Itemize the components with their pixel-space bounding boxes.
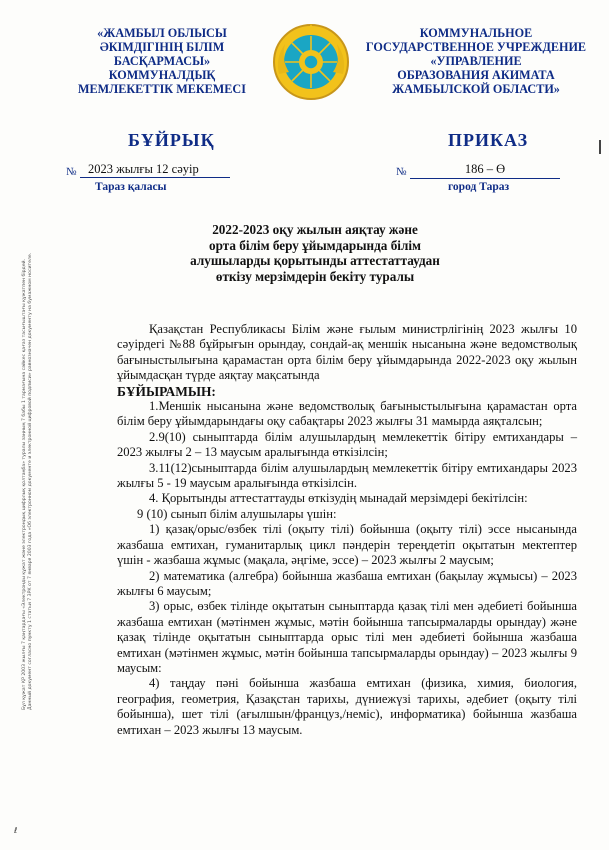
state-emblem-icon [271, 22, 351, 102]
header-right-line: ОБРАЗОВАНИЯ АКИМАТА [397, 68, 555, 82]
header-right-line: ГОСУДАРСТВЕННОЕ УЧРЕЖДЕНИЕ [365, 40, 587, 54]
corner-mark: ℓ [14, 826, 18, 835]
order-title-kz: БҰЙРЫҚ [128, 130, 215, 150]
subject-line: өткізу мерзімдерін бекіту туралы [215, 268, 415, 284]
header-left-line: МЕМЛЕКЕТТІК МЕКЕМЕСІ [78, 82, 246, 96]
city-kz: Тараз қаласы [95, 181, 167, 193]
margin-note-line: Бұл құжат ҚР 2003 жылғы 7 қаңтардағы «Электронды құжат және электрондық цифрлық қолтаңба» туралы заңның 7 бабы 1 тармағына сәйкес қағаз тасығыштағы құжатпен бірдей. [22, 259, 27, 710]
order-item: 1.Меншік нысанына және ведомстволық бағыныстылығына қарамастан орта білім беру ұйымдарындағы оқу сабақтары 2023 жылғы 31 мамырда аяқталсын; [117, 399, 577, 429]
header-left-line: ӘКІМДІГІНІҢ БІЛІМ [99, 40, 225, 54]
order-item: 4. Қорытынды аттестаттауды өткізудің мынадай мерзімдері бекітілсін: [149, 491, 528, 506]
header-org-ru [360, 26, 592, 96]
header-right-line: «УПРАВЛЕНИЕ [430, 54, 522, 68]
exam-subitem: 4) таңдау пәні бойынша жазбаша емтихан (физика, химия, биология, география, геометрия, Қазақстан тарихы, дүниежүзі тарихы, әдебиет (оқыту тілі бойынша), шет тілі (ағылшын/француз,/неміс), информатика) бойынша жазбаша емтихан – 2023 жылғы 13 маусым. [117, 676, 577, 737]
subject-line: алушыларды қорытынды аттестаттаудан [190, 253, 440, 268]
grade-line: 9 (10) сынып білім алушылары үшін: [137, 506, 337, 521]
order-item: 3.11(12)сыныптарда білім алушылардың мемлекеттік бітіру емтихандары 2023 жылғы 5 - 19 маусым аралығында өткізілсін. [117, 460, 577, 491]
number-label-left: № [66, 166, 77, 178]
header-left-line: БАСҚАРМАСЫ» [113, 54, 211, 68]
header-left-line: КОММУНАЛДЫҚ [108, 68, 216, 82]
header-right-line: ЖАМБЫЛСКОЙ ОБЛАСТИ» [392, 82, 560, 96]
e-signature-note [22, 252, 34, 710]
intro-paragraph: Қазақстан Республикасы Білім және ғылым министрлігінің 2023 жылғы 10 сәуірдегі №88 бұйрығын орындау, сондай-ақ меншік нысанына және ведомстволық бағыныстылығына қарамастан орта білім беру ұйымдарында 2022-2023 оқу жылын ұйымдасқан түрде аяқтау мақсатында [117, 322, 577, 383]
exam-subitem: 2) математика (алгебра) бойынша жазбаша емтихан (бақылау жұмысы) – 2023 жылғы 6 маусым; [117, 568, 577, 598]
subject-line: 2022-2023 оқу жылын аяқтау және [212, 222, 418, 237]
command-heading: БҰЙЫРАМЫН: [117, 383, 216, 399]
subject-line: орта білім беру ұйымдарында білім [208, 237, 422, 253]
header-left-line: «ЖАМБЫЛ ОБЛЫСЫ [97, 26, 227, 40]
header-right-line: КОММУНАЛЬНОЕ [419, 26, 533, 40]
order-subject [150, 222, 480, 284]
order-number: 186 – Ө [410, 162, 560, 179]
city-ru: город Тараз [448, 181, 510, 193]
order-date: 2023 жылғы 12 сәуір [80, 162, 230, 178]
order-title-ru: ПРИКАЗ [448, 130, 529, 150]
margin-note-line: Данный документ согласно пункту 1 статьи 7 ЗРК от 7 января 2003 года «Об электронном документе и электронной цифровой подписи» равнозначен документу на бумажном носителе. [28, 252, 33, 710]
margin-mark [599, 140, 601, 154]
order-item: 2.9(10) сыныптарда білім алушылардың мемлекеттік бітіру емтихандары – 2023 жылғы 2 – 13 маусым аралығында өткізілсін; [117, 429, 577, 460]
header-org-kz [62, 26, 262, 96]
exam-subitem: 1) қазақ/орыс/өзбек тілі (оқыту тілі) бойынша (оқыту тілі) эссе нысанында жазбаша емтихан, гуманитарлық цикл пәндерін тереңдетіп оқытатын мектептер үшін - жазбаша жұмыс (мақала, әңгіме, эссе) – 2023 жылғы 2 маусым; [117, 522, 577, 568]
order-body [117, 322, 577, 738]
exam-subitem: 3) орыс, өзбек тілінде оқытатын сыныптарда қазақ тілі мен әдебиеті бойынша жазбаша емтихан (мәтінмен жұмыс, мәтін бойынша тапсырмаларды орындау) және қазақ тілінде оқытатын сыныптарда орыс тілі мен әдебиеті бойынша жазбаша емтихан (мәтінмен жұмыс, мәтін бойынша тапсырмаларды орындау) – 2023 жылғы 9 маусым: [117, 599, 577, 675]
number-label-right: № [396, 166, 407, 178]
